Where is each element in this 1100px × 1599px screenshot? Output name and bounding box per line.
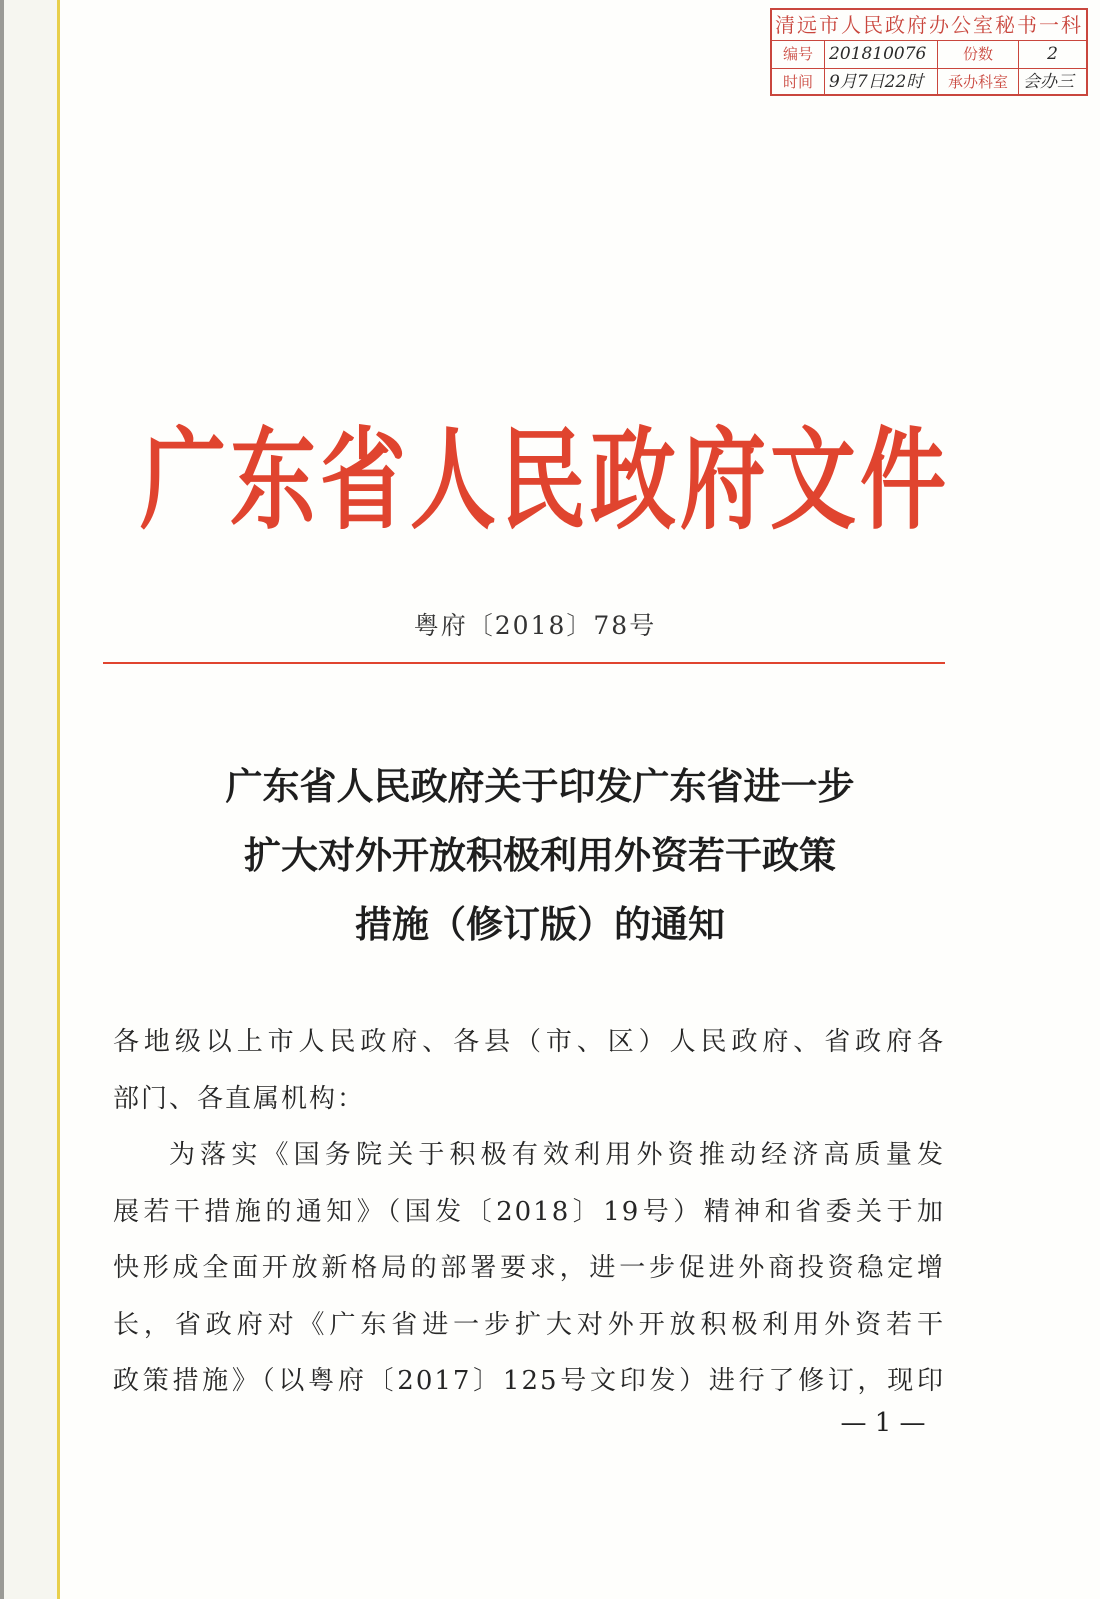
stamp-time-label: 时间 [772,69,825,96]
stamp-row-time [772,69,1086,96]
paragraph-line-2: 展若干措施的通知》（国发〔2018〕19号）精神和省委关于加 [113,1196,945,1227]
title-line-1: 广东省人民政府关于印发广东省进一步 [225,765,855,808]
document-title [150,752,930,959]
paragraph-line-1: 为落实《国务院关于积极有效利用外资推动经济高质量发 [169,1140,945,1170]
page-number: — 1 — [840,1408,926,1438]
paragraph-line-3: 快形成全面开放新格局的部署要求，进一步促进外商投资稳定增 [113,1253,945,1283]
paragraph-line-4: 长，省政府对《广东省进一步扩大对外开放积极利用外资若干 [113,1309,945,1340]
document-body [113,1014,945,1410]
receipt-stamp [770,8,1088,96]
stamp-title: 清远市人民政府办公室秘书一科 [772,10,1086,41]
stamp-number-value: 201810076 [825,41,938,68]
stamp-copies-label: 份数 [938,41,1019,68]
salutation-line-1: 各地级以上市人民政府、各县（市、区）人民政府、省政府各 [113,1027,945,1057]
stamp-row-number [772,41,1086,69]
title-line-2: 扩大对外开放积极利用外资若干政策 [244,834,836,877]
paragraph-line-5: 政策措施》（以粤府〔2017〕125号文印发）进行了修订，现印 [113,1366,945,1396]
stamp-number-label: 编号 [772,41,825,68]
header-divider [103,662,945,664]
stamp-time-value: 9月7日22时 [825,69,938,96]
document-header-title: 广东省人民政府文件 [140,417,950,546]
document-number: 粤府〔2018〕78号 [413,611,657,640]
scan-margin-line [57,0,60,1599]
title-line-3: 措施（修订版）的通知 [355,903,725,946]
salutation-line-2: 部门、各直属机构： [113,1083,366,1114]
stamp-dept-label: 承办科室 [938,69,1019,96]
scan-margin [0,0,58,1599]
stamp-dept-value: 会办三 [1023,72,1074,92]
stamp-copies-value: 2 [1047,44,1058,64]
scan-edge [0,0,4,1599]
